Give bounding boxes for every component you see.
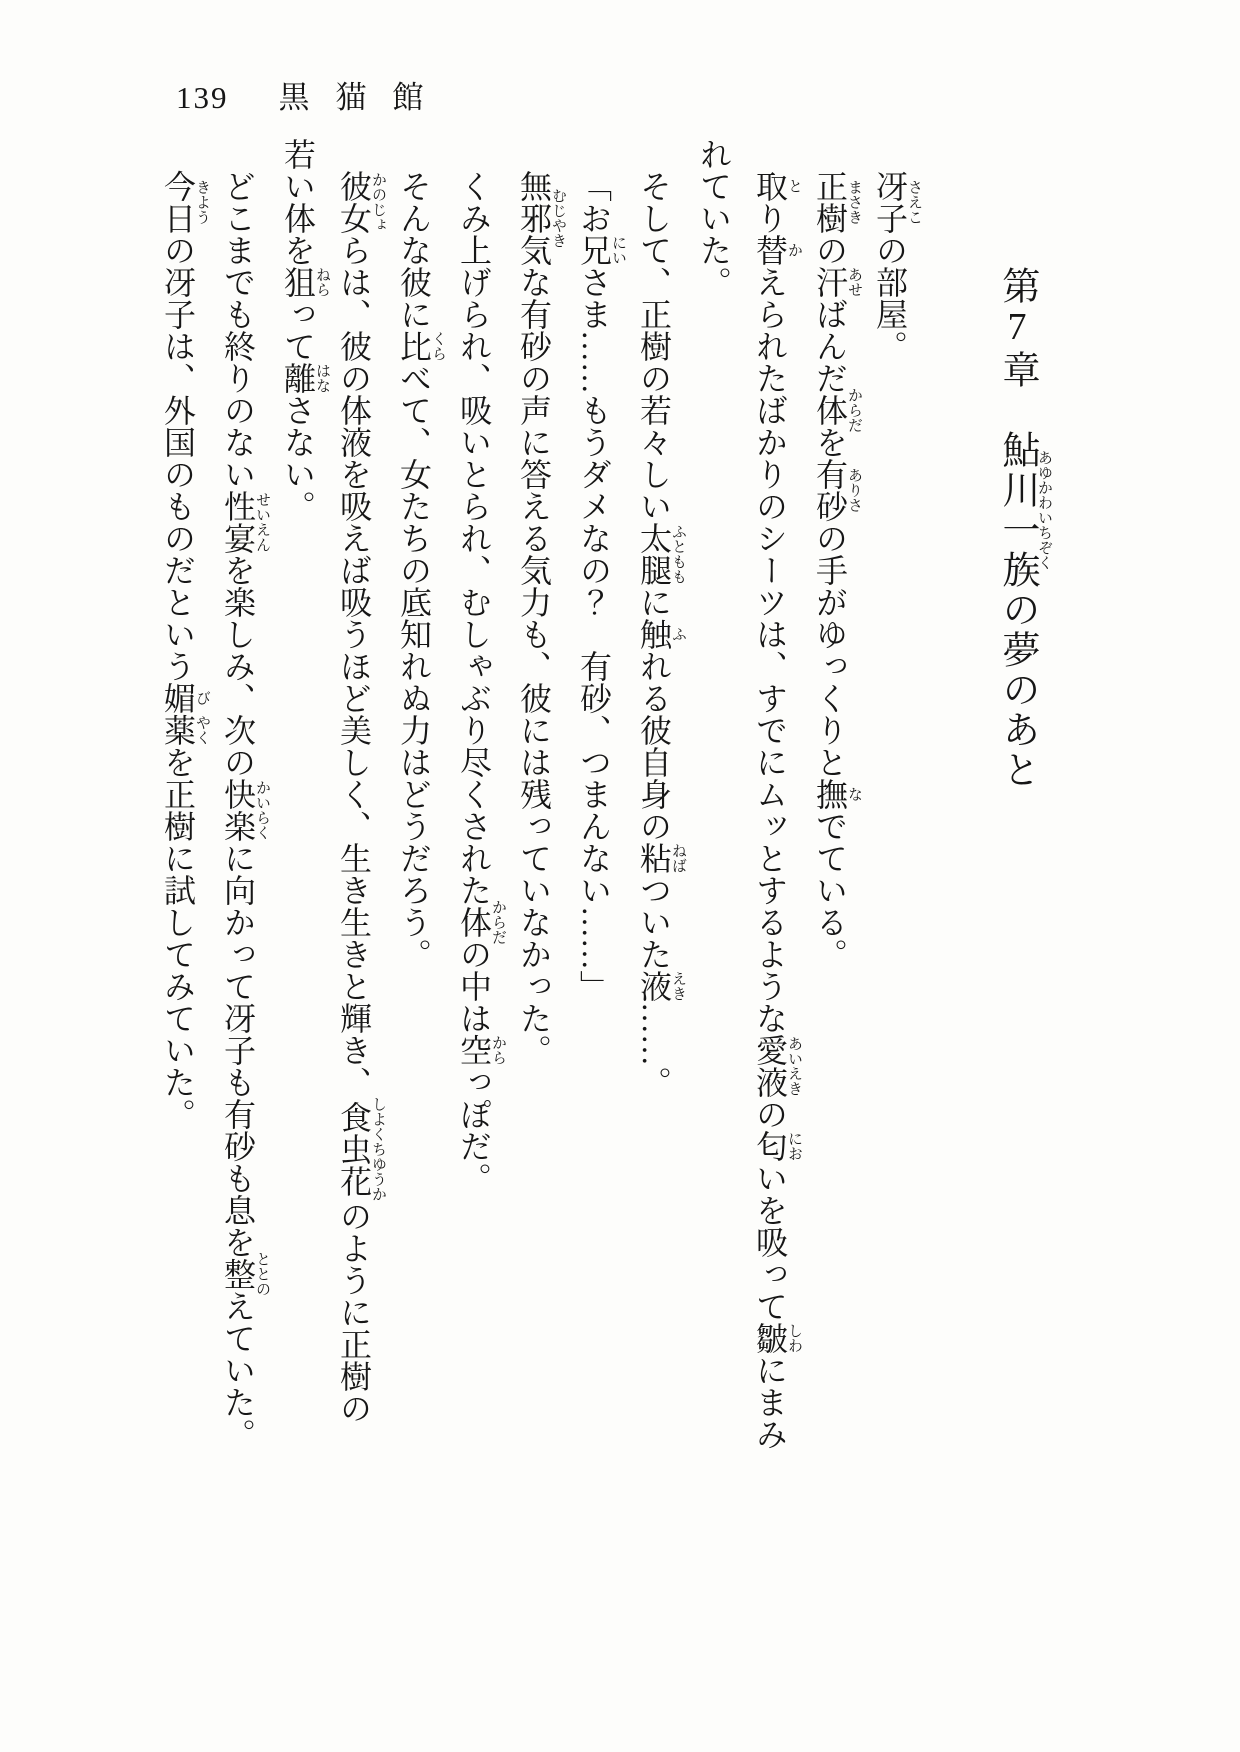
paragraph-2: 正樹まさきの汗あせばんだ体からだを有砂ありさの手がゆっくりと撫なでている。 [812,170,862,970]
chapter-heading: 第7章 鮎川一族あゆかわいちぞくの夢のあと [996,266,1052,790]
furigana: さえこ [906,170,922,234]
paragraph-6: 無邪気むじやきな有砂の声に答える気力も、彼には残っていなかった。 [516,170,566,1066]
body-text [150,138,922,1450]
furigana: むじやき [550,170,566,266]
ruby-base-text: 冴子さえこ [872,170,922,234]
ruby-base-text: 狙ねら [280,266,330,298]
paragraph-5: 「お兄にいさま……もうダメなの？ 有砂、つまんない……」 [576,170,626,1002]
ruby-base-text: 皺しわ [752,1322,802,1354]
furigana: ありさ [846,458,862,522]
furigana: しわ [786,1322,802,1354]
furigana: やく [194,714,210,746]
ruby-base-text: 薬やく [160,714,210,746]
ruby-base-text: 整ととの [220,1251,270,1297]
ruby-base-text: 離はな [280,362,330,394]
furigana: な [846,778,862,810]
ruby-base-text: 空から [456,1034,506,1066]
ruby-base-text: 快楽かいらく [220,778,270,842]
furigana: からだ [846,387,862,433]
ruby-base-text: 今日きよう [160,170,210,234]
furigana: と [786,170,802,202]
paragraph-1: 冴子さえこの部屋。 [872,170,922,362]
paragraph-11: 今日きようの冴子は、外国のものだという媚び薬やくを正樹に試してみていた。 [160,170,210,1130]
ruby-base-text: 鮎川一族あゆかわいちぞく [996,430,1052,590]
book-title: 黒猫館 [278,80,450,115]
furigana: かいらく [254,778,270,842]
furigana: か [786,234,802,266]
paragraph-3: 取とり替かえられたばかりのシーツは、すでにムッとするような愛液あいえきの匂においを吸って皺しわにまみれていた。 [696,138,802,1450]
ruby-base-text: 匂にお [752,1130,802,1162]
ruby-base-text: 触ふ [636,618,686,650]
ruby-base-text: 比くら [396,330,446,362]
furigana: えき [670,970,686,1002]
paragraph-9: 彼女かのじょらは、彼の体液を吸えば吸うほど美しく、生き生きと輝き、食虫花しよくちゆうかのように正樹の若い体を狙ねらって離はなさない。 [280,138,386,1424]
ruby-base-text: 粘ねば [636,842,686,874]
ruby-base-text: 媚び [160,682,210,714]
ruby-base-text: 液えき [636,970,686,1002]
furigana: ととの [254,1251,270,1297]
furigana: せいえん [254,490,270,554]
running-head [176,80,450,116]
furigana: ふともも [670,522,686,586]
ruby-base-text: 愛液あいえき [752,1034,802,1098]
furigana: からだ [490,899,506,945]
furigana: まさき [846,170,862,234]
page-content [150,138,1054,1450]
ruby-base-text: 正樹まさき [812,170,862,234]
furigana: にい [610,234,626,266]
ruby-base-text: 食虫花しよくちゆうか [336,1096,386,1202]
furigana: ねら [314,266,330,298]
furigana: かのじょ [370,170,386,234]
ruby-base-text: 取と [752,170,802,202]
ruby-base-text: 性宴せいえん [220,490,270,554]
furigana: ふ [670,618,686,650]
ruby-base-text: 彼女かのじょ [336,170,386,234]
furigana: あゆかわいちぞく [1036,430,1052,590]
ruby-base-text: 替か [752,234,802,266]
furigana: きよう [194,170,210,234]
ruby-base-text: 兄にい [576,234,626,266]
ruby-base-text: 汗あせ [812,266,862,298]
ruby-base-text: 撫な [812,778,862,810]
ruby-base-text: 体からだ [812,387,862,433]
furigana: くら [430,330,446,362]
page-number: 139 [176,80,229,115]
paragraph-4: そして、正樹の若々しい太腿ふとももに触ふれる彼自身の粘ねばついた液えき……。 [636,170,686,1098]
furigana: しよくちゆうか [370,1096,386,1202]
ruby-base-text: 体からだ [456,899,506,945]
ruby-base-text: 太腿ふともも [636,522,686,586]
ruby-base-text: 有砂ありさ [812,458,862,522]
furigana: あいえき [786,1034,802,1098]
furigana: はな [314,362,330,394]
paragraph-10: どこまでも終りのない性宴せいえんを楽しみ、次の快楽かいらくに向かって冴子も有砂も息を整ととのえていた。 [220,170,270,1450]
furigana: から [490,1034,506,1066]
furigana: ねば [670,842,686,874]
furigana: あせ [846,266,862,298]
furigana: にお [786,1130,802,1162]
paragraph-7: くみ上げられ、吸いとられ、むしゃぶり尽くされた体からだの中は空からっぽだ。 [456,170,506,1194]
furigana: び [194,682,210,714]
ruby-base-text: 無邪気むじやき [516,170,566,266]
paragraph-8: そんな彼に比くらべて、女たちの底知れぬ力はどうだろう。 [396,170,446,970]
